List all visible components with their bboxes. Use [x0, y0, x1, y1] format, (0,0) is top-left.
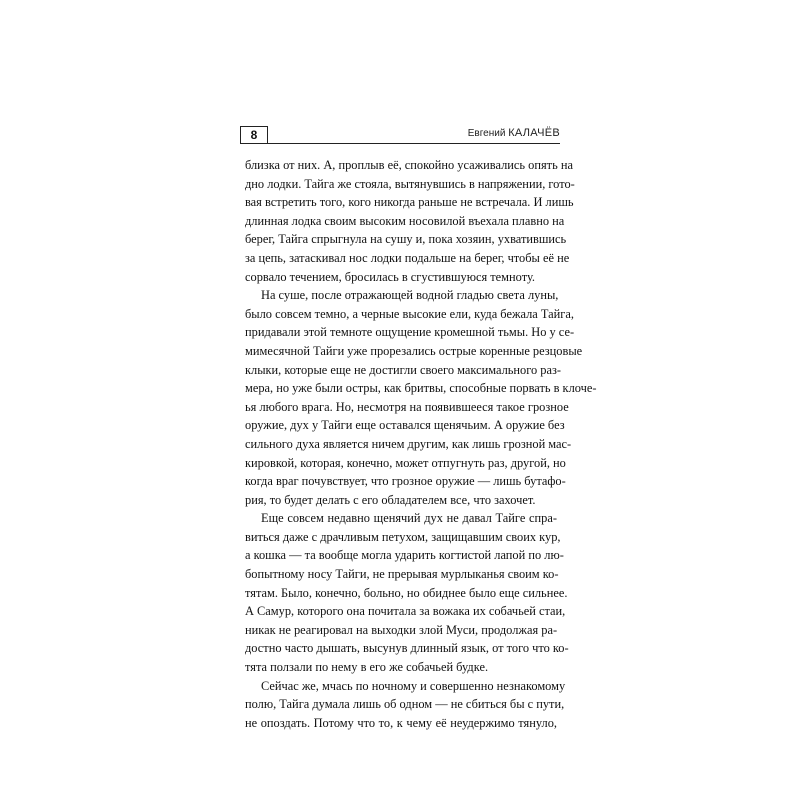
page-number: 8: [240, 126, 268, 144]
text-line: бопытному носу Тайги, не прерывая мурлыканья своим ко-: [245, 567, 559, 582]
body-text: [245, 156, 597, 732]
paragraph: [245, 509, 569, 676]
text-line: сорвало течением, бросилась в сгустившуюся темноту.: [245, 269, 535, 284]
text-line: ья любого врага. Но, несмотря на появившееся такое грозное: [245, 399, 569, 414]
text-line: близка от них. А, проплыв её, спокойно усаживались опять на: [245, 158, 573, 172]
text-line: за цепь, затаскивал нос лодки подальше на берег, чтобы её не: [245, 250, 570, 265]
text-line: виться даже с драчливым петухом, защищавшим своих кур,: [245, 529, 561, 544]
text-line: рия, то будет делать с его обладателем все, что захочет.: [245, 492, 536, 507]
text-line: длинная лодка своим высоким носовилой въехала плавно на: [245, 213, 565, 228]
text-line: тята ползали по нему в его же собачьей будке.: [245, 660, 489, 675]
text-line: полю, Тайга думала лишь об одном — не сбиться бы с пути,: [245, 697, 565, 712]
paragraph: [245, 156, 575, 286]
text-line: было совсем темно, а черные высокие ели, куда бежала Тайга,: [245, 306, 574, 321]
text-line: придавали этой темноте ощущение кромешной тьмы. Но у се-: [245, 325, 575, 340]
text-line: мимесячной Тайги уже прорезались острые коренные резцовые: [245, 343, 583, 358]
author-first-name: Евгений: [467, 128, 506, 139]
header-rule: [268, 143, 560, 144]
text-line: А Самур, которого она почитала за вожака их собачьей стаи,: [245, 604, 566, 619]
text-line: когда враг почувствует, что грозное оружие — лишь бутафо-: [245, 474, 566, 489]
text-line: не опоздать. Потому что то, к чему её неудержимо тянуло,: [245, 715, 557, 730]
text-line: а кошка — та вообще могла ударить когтистой лапой по лю-: [245, 548, 564, 563]
text-line: Еще совсем недавно щенячий дух не давал Тайге спра-: [261, 511, 557, 526]
text-line: тятам. Было, конечно, больно, но обиднее было еще сильнее.: [245, 585, 568, 600]
text-line: дно лодки. Тайга же стояла, вытянувшись в напряжении, гото-: [245, 176, 575, 191]
paragraph: [245, 286, 597, 509]
text-line: достно часто дышать, высунув длинный язык, от того что ко-: [245, 641, 569, 656]
text-line: оружие, дух у Тайги еще оставался щенячьим. А оружие без: [245, 418, 565, 433]
text-line: мера, но уже были остры, как бритвы, способные порвать в клоче-: [245, 381, 597, 396]
text-line: никак не реагировал на выходки злой Муси, продолжая ра-: [245, 622, 558, 637]
text-line: кировкой, которая, конечно, может отпугнуть раз, другой, но: [245, 455, 566, 470]
text-line: вая встретить того, кого никогда раньше не встречала. И лишь: [245, 195, 574, 210]
running-author: [468, 127, 560, 139]
text-line: сильного духа является ничем другим, как лишь грозной мас-: [245, 436, 572, 451]
text-line: берег, Тайга спрыгнула на сушу и, пока хозяин, ухватившись: [245, 232, 567, 247]
text-line: Сейчас же, мчась по ночному и совершенно незнакомому: [261, 678, 566, 693]
text-line: На суше, после отражающей водной гладью света луны,: [261, 288, 559, 303]
paragraph: [245, 677, 566, 733]
author-last-name: КАЛАЧЁВ: [508, 127, 560, 139]
running-header: [240, 126, 560, 146]
text-line: клыки, которые еще не достигли своего максимального раз-: [245, 362, 562, 377]
